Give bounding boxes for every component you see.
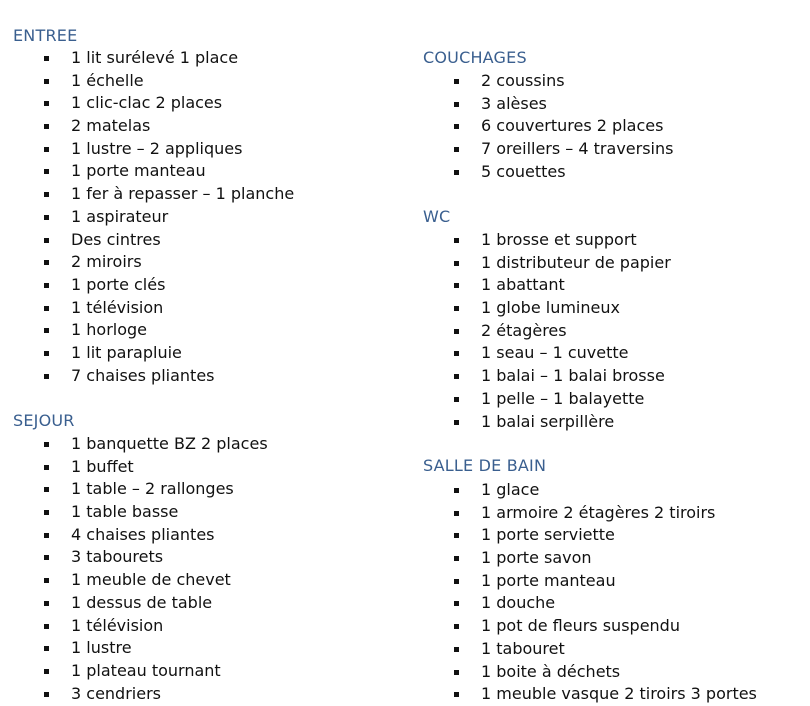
- list-item: [410, 297, 810, 320]
- list-item-label: 1 télévision: [71, 615, 164, 635]
- bullet-icon: [454, 670, 459, 675]
- list-item: [410, 320, 810, 343]
- list-item: [0, 433, 410, 456]
- list-item-label: 1 glace: [481, 480, 540, 499]
- list-item: [0, 478, 410, 501]
- bullet-icon: [44, 101, 49, 106]
- list-item: [0, 637, 410, 660]
- list-item-label: 5 couettes: [481, 161, 566, 181]
- list-item: [410, 411, 810, 434]
- list-item-label: 1 banquette BZ 2 places: [71, 434, 268, 453]
- list-item-label: 2 miroirs: [71, 252, 142, 272]
- list-item: [410, 570, 810, 593]
- list-wc: [410, 229, 810, 433]
- bullet-icon: [454, 397, 459, 402]
- list-item: [0, 138, 410, 161]
- list-item-label: 1 pelle – 1 balayette: [481, 388, 645, 408]
- bullet-icon: [44, 487, 49, 492]
- bullet-icon: [44, 624, 49, 629]
- list-item-label: 1 seau – 1 cuvette: [481, 343, 629, 363]
- list-item-label: 1 lit surélevé 1 place: [71, 48, 239, 67]
- bullet-icon: [44, 192, 49, 197]
- list-item: [410, 524, 810, 547]
- bullet-icon: [44, 533, 49, 538]
- bullet-icon: [44, 646, 49, 651]
- bullet-icon: [44, 578, 49, 583]
- bullet-icon: [454, 420, 459, 425]
- list-item-label: 1 échelle: [71, 70, 144, 90]
- list-item: [410, 252, 810, 275]
- bullet-icon: [454, 488, 459, 493]
- bullet-icon: [44, 465, 49, 470]
- list-item-label: 4 chaises pliantes: [71, 524, 215, 544]
- list-item-label: 7 chaises pliantes: [71, 365, 215, 385]
- bullet-icon: [44, 283, 49, 288]
- list-item: [0, 615, 410, 638]
- bullet-icon: [454, 79, 459, 84]
- list-item-label: 1 globe lumineux: [481, 298, 620, 318]
- list-item-label: 1 buffet: [71, 456, 134, 476]
- bullet-icon: [454, 511, 459, 516]
- list-item-label: 1 balai – 1 balai brosse: [481, 366, 665, 386]
- list-item-label: 1 porte savon: [481, 548, 592, 568]
- list-item: [410, 638, 810, 661]
- list-item-label: 1 tabouret: [481, 638, 565, 658]
- bullet-icon: [44, 555, 49, 560]
- list-item-label: 1 fer à repasser – 1 planche: [71, 184, 295, 204]
- bullet-icon: [454, 147, 459, 152]
- list-item-label: 1 pot de fleurs suspendu: [481, 616, 680, 636]
- bullet-icon: [454, 170, 459, 175]
- bullet-icon: [454, 329, 459, 334]
- list-item: [0, 160, 410, 183]
- list-item: [0, 92, 410, 115]
- list-item: [0, 251, 410, 274]
- bullet-icon: [44, 215, 49, 220]
- bullet-icon: [44, 306, 49, 311]
- list-item-label: 1 meuble vasque 2 tiroirs 3 portes: [481, 684, 757, 704]
- list-item-label: 1 télévision: [71, 297, 164, 317]
- bullet-icon: [44, 669, 49, 674]
- list-item-label: 1 douche: [481, 593, 556, 613]
- list-item: [410, 161, 810, 184]
- list-item-label: 1 lustre – 2 appliques: [71, 138, 243, 158]
- list-item: [0, 569, 410, 592]
- bullet-icon: [454, 283, 459, 288]
- bullet-icon: [44, 374, 49, 379]
- list-item: [410, 93, 810, 116]
- bullet-icon: [454, 533, 459, 538]
- section-title-sejour: SEJOUR: [13, 411, 75, 430]
- list-item: [410, 502, 810, 525]
- list-item: [0, 546, 410, 569]
- list-item: [410, 70, 810, 93]
- bullet-icon: [454, 579, 459, 584]
- list-item: [410, 388, 810, 411]
- section-title-entree: ENTREE: [13, 26, 78, 45]
- section-title-couchages: COUCHAGES: [423, 48, 527, 67]
- bullet-icon: [44, 124, 49, 129]
- list-item: [0, 319, 410, 342]
- list-item: [0, 524, 410, 547]
- list-item: [410, 365, 810, 388]
- list-item: [0, 47, 410, 70]
- bullet-icon: [454, 238, 459, 243]
- list-item-label: 1 dessus de table: [71, 592, 213, 612]
- section-title-wc: WC: [423, 207, 451, 226]
- list-item-label: 1 lustre: [71, 638, 132, 658]
- list-item: [410, 683, 810, 706]
- list-item-label: 1 horloge: [71, 320, 148, 340]
- list-item-label: Des cintres: [71, 229, 161, 249]
- list-item: [410, 274, 810, 297]
- list-item-label: 1 table basse: [71, 502, 179, 522]
- bullet-icon: [44, 56, 49, 61]
- bullet-icon: [454, 692, 459, 697]
- list-item-label: 2 matelas: [71, 116, 151, 136]
- bullet-icon: [44, 147, 49, 152]
- bullet-icon: [44, 442, 49, 447]
- list-item-label: 1 table – 2 rallonges: [71, 479, 234, 499]
- list-item-label: 1 porte serviette: [481, 525, 615, 545]
- bullet-icon: [44, 351, 49, 356]
- list-item: [0, 229, 410, 252]
- list-item: [410, 661, 810, 684]
- bullet-icon: [454, 624, 459, 629]
- list-item: [0, 297, 410, 320]
- list-item-label: 3 tabourets: [71, 547, 164, 567]
- list-item-label: 1 plateau tournant: [71, 660, 221, 680]
- list-item: [0, 183, 410, 206]
- list-couchages: [410, 70, 810, 183]
- bullet-icon: [454, 124, 459, 129]
- bullet-icon: [44, 692, 49, 697]
- bullet-icon: [44, 260, 49, 265]
- list-item: [0, 456, 410, 479]
- list-item: [0, 115, 410, 138]
- list-item-label: 1 boite à déchets: [481, 661, 621, 681]
- list-item-label: 1 armoire 2 étagères 2 tiroirs: [481, 502, 716, 522]
- list-entree: [0, 47, 410, 387]
- list-item: [410, 615, 810, 638]
- list-item: [0, 501, 410, 524]
- bullet-icon: [44, 510, 49, 515]
- list-item: [0, 274, 410, 297]
- list-item-label: 1 clic-clac 2 places: [71, 93, 223, 113]
- bullet-icon: [454, 351, 459, 356]
- bullet-icon: [454, 647, 459, 652]
- list-item-label: 6 couvertures 2 places: [481, 116, 664, 136]
- list-item-label: 1 balai serpillère: [481, 411, 615, 431]
- list-item: [410, 342, 810, 365]
- list-sejour: [0, 433, 410, 705]
- list-item: [0, 70, 410, 93]
- list-item-label: 1 porte manteau: [71, 161, 206, 181]
- bullet-icon: [454, 306, 459, 311]
- list-item: [410, 138, 810, 161]
- bullet-icon: [44, 238, 49, 243]
- list-item-label: 3 cendriers: [71, 683, 161, 703]
- list-salle-de-bain: [410, 479, 810, 706]
- list-item-label: 1 abattant: [481, 275, 565, 295]
- list-item: [410, 115, 810, 138]
- list-item-label: 2 étagères: [481, 320, 567, 340]
- list-item-label: 2 coussins: [481, 71, 565, 90]
- list-item: [410, 229, 810, 252]
- list-item: [0, 365, 410, 388]
- list-item: [0, 592, 410, 615]
- bullet-icon: [454, 102, 459, 107]
- list-item: [0, 206, 410, 229]
- bullet-icon: [454, 601, 459, 606]
- list-item: [0, 683, 410, 706]
- list-item-label: 1 meuble de chevet: [71, 570, 231, 590]
- list-item: [0, 660, 410, 683]
- list-item-label: 1 porte manteau: [481, 570, 616, 590]
- bullet-icon: [454, 556, 459, 561]
- bullet-icon: [454, 374, 459, 379]
- list-item: [410, 547, 810, 570]
- bullet-icon: [44, 601, 49, 606]
- bullet-icon: [44, 79, 49, 84]
- bullet-icon: [44, 169, 49, 174]
- list-item-label: 1 lit parapluie: [71, 342, 182, 362]
- list-item-label: 1 brosse et support: [481, 230, 637, 249]
- bullet-icon: [454, 261, 459, 266]
- list-item-label: 3 alèses: [481, 93, 547, 113]
- bullet-icon: [44, 328, 49, 333]
- list-item: [410, 592, 810, 615]
- list-item-label: 1 distributeur de papier: [481, 252, 671, 272]
- section-title-salle-de-bain: SALLE DE BAIN: [423, 456, 547, 475]
- list-item: [410, 479, 810, 502]
- list-item: [0, 342, 410, 365]
- list-item-label: 1 porte clés: [71, 274, 166, 294]
- list-item-label: 7 oreillers – 4 traversins: [481, 139, 674, 159]
- list-item-label: 1 aspirateur: [71, 206, 169, 226]
